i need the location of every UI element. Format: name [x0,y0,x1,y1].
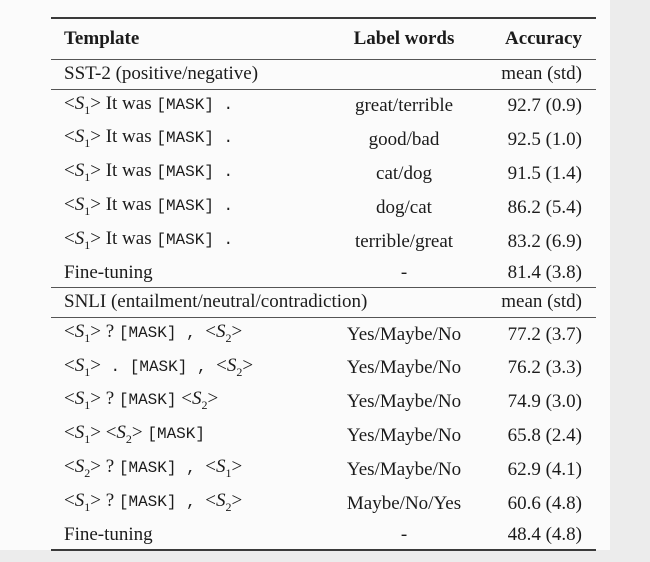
label-words-cell: great/terrible [324,89,484,123]
header-accuracy: Accuracy [484,18,596,60]
label-words-cell: Maybe/No/Yes [346,492,462,514]
accuracy-cell: 77.2 (3.7) [484,317,596,351]
template-cell: Fine-tuning [64,261,153,283]
template-cell: Fine-tuning [51,521,324,551]
header-template: Template [51,18,324,60]
template-cell: $<S_1> It$ was [MASK] . [64,160,234,184]
template-cell: $<S_1> It$ was [MASK] . [51,89,324,123]
section-metric: mean (std) [484,288,596,318]
section-title: SNLI (entailment/neutral/contradiction) [51,288,484,318]
label-words-cell: Yes/Maybe/No [324,317,484,351]
template-cell: $<S_1> It$ was [MASK] . [64,126,234,151]
accuracy-cell: 92.5 (1.0) [507,129,582,151]
table-row [51,225,596,259]
section-header-row [51,288,596,318]
label-words-cell: Yes/Maybe/No [346,391,462,413]
table-row [51,123,596,157]
accuracy-cell: 86.2 (5.4) [507,196,582,218]
label-words-cell: terrible/great [354,230,454,252]
section-metric: mean (std) [484,60,596,90]
label-words-cell: - [324,521,484,551]
table-row [51,157,596,191]
label-words-cell: Yes/Maybe/No [346,425,462,447]
label-words-cell: dog/cat [376,196,432,218]
table-row [51,191,596,225]
table-row [51,89,596,123]
accuracy-cell: 91.5 (1.4) [507,163,582,185]
template-cell: $<S_1>$ ? [MASK] , $<S_2>$ [51,317,324,351]
accuracy-cell: 65.8 (2.4) [507,425,582,447]
table-row [51,419,596,453]
header-label-words: Label words [324,18,484,60]
table-row [51,385,596,419]
label-words-cell: good/bad [368,129,440,151]
template-cell: $<S_1> <S_2>$ [MASK] [64,422,205,446]
accuracy-cell: 92.7 (0.9) [484,89,596,123]
accuracy-cell: 48.4 (4.8) [484,521,596,551]
section-title: SST-2 (positive/negative) [51,60,484,90]
template-cell: $<S_1>$ ? [MASK] $<S_2>$ [64,388,219,413]
template-cell: $<S_1> It$ was [MASK] . [64,193,234,218]
table-row [51,521,596,551]
label-words-cell: - [400,261,408,283]
table-row [51,317,596,351]
label-words-cell: Yes/Maybe/No [346,357,462,379]
label-words-cell: Yes/Maybe/No [346,458,462,480]
accuracy-cell: 60.6 (4.8) [507,492,582,514]
results-table [51,17,596,551]
template-cell: $<S_2>$ ? [MASK] , $<S_1>$ [64,455,243,480]
template-cell: $<S_1> It$ was [MASK] . [64,227,234,252]
label-words-cell: cat/dog [376,163,432,185]
accuracy-cell: 81.4 (3.8) [507,261,582,283]
table-header-row [51,18,596,60]
table-row [51,453,596,487]
accuracy-cell: 76.2 (3.3) [507,357,582,379]
table-row [51,487,596,521]
accuracy-cell: 83.2 (6.9) [507,230,582,252]
section-header-row [51,60,596,90]
template-cell: $<S_1>$ . [MASK] , $<S_2>$ [64,354,254,379]
table-row [51,259,596,288]
template-cell: $<S_1>$ ? [MASK] , $<S_2>$ [64,489,243,514]
table-row [51,352,596,386]
accuracy-cell: 62.9 (4.1) [507,458,582,480]
accuracy-cell: 74.9 (3.0) [507,391,582,413]
